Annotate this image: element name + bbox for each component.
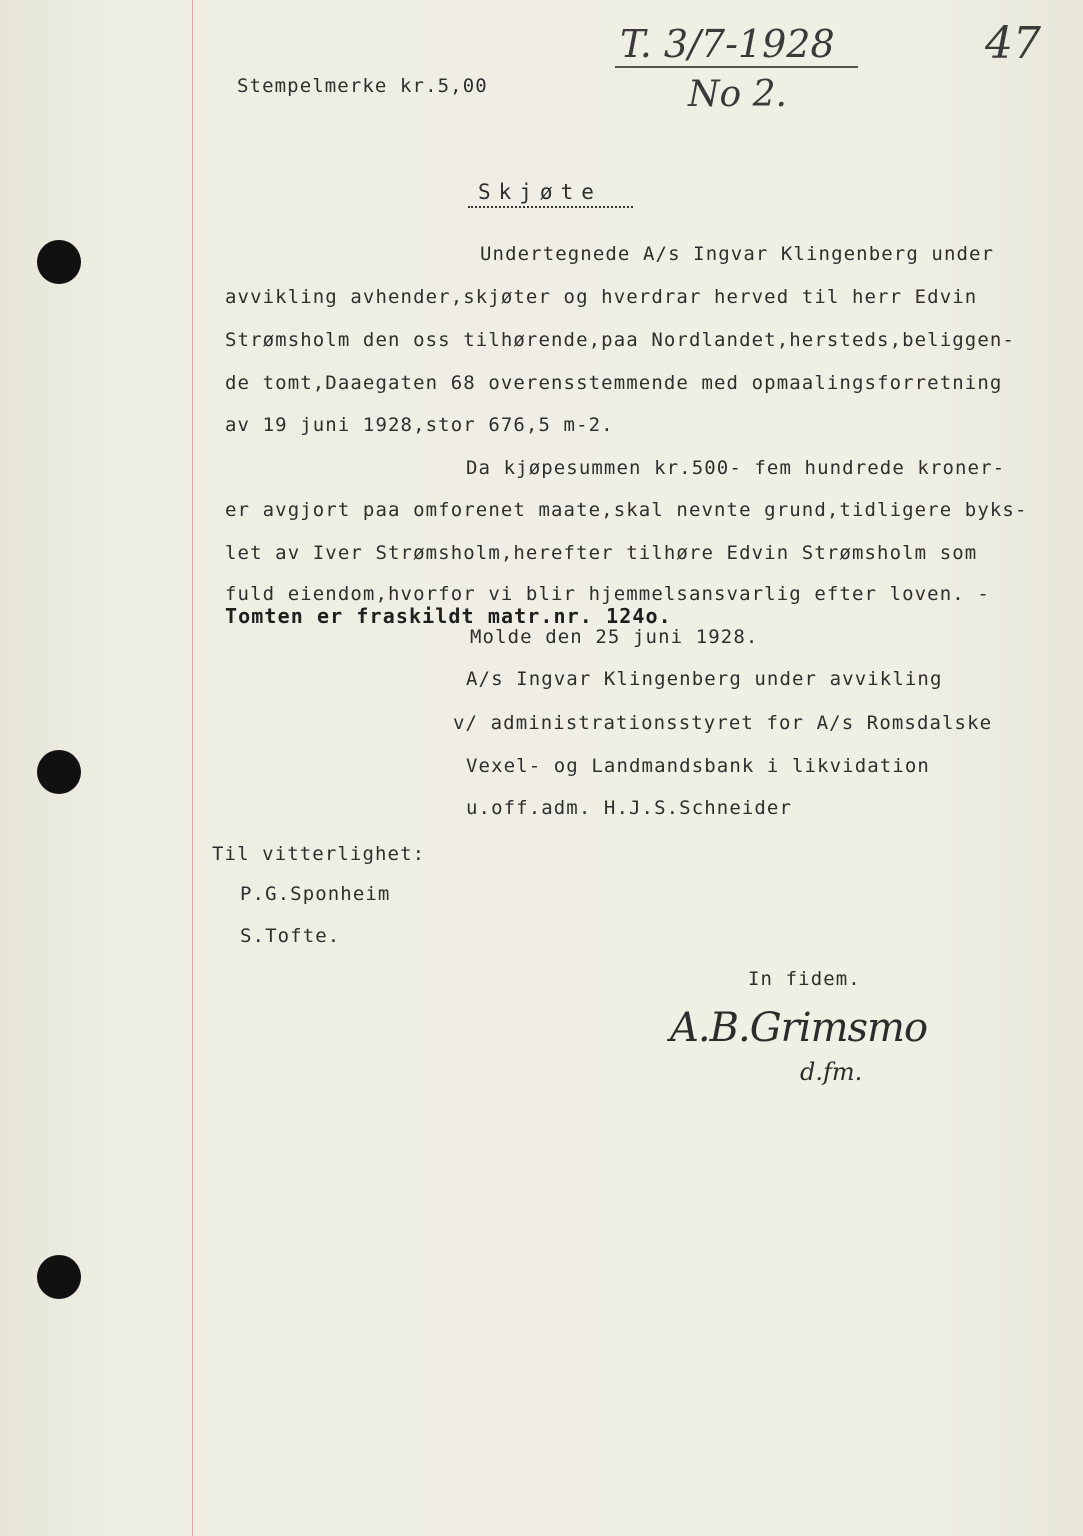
signature-title: d.fm. [800, 1058, 863, 1086]
margin-line [192, 0, 193, 1536]
body-line: de tomt,Daaegaten 68 overensstemmende med opmaalingsforretning [225, 372, 1003, 394]
page-number: 47 [985, 18, 1041, 69]
title-underline [468, 204, 633, 208]
body-line: fuld eiendom,hvorfor vi blir hjemmelsansvarlig efter loven. - [225, 583, 990, 605]
body-line: let av Iver Strømsholm,herefter tilhøre Edvin Strømsholm som [225, 542, 978, 564]
body-line: Strømsholm den oss tilhørende,paa Nordlandet,hersteds,beliggen- [225, 329, 1015, 351]
punch-hole [37, 750, 81, 794]
date-underline [615, 66, 858, 68]
place-date: Molde den 25 juni 1928. [470, 626, 759, 648]
date-note: T. 3/7-1928 [620, 22, 835, 66]
witness-name: P.G.Sponheim [240, 883, 391, 905]
record-number: No 2. [688, 74, 787, 115]
administrator-line: v/ administrationsstyret for A/s Romsdalske [453, 712, 993, 734]
body-line: av 19 juni 1928,stor 676,5 m-2. [225, 414, 614, 436]
witness-name: S.Tofte. [240, 925, 341, 947]
body-line: avvikling avhender,skjøter og hverdrar herved til herr Edvin [225, 286, 978, 308]
punch-hole [37, 1255, 81, 1299]
handwritten-signature: A.B.Grimsmo [670, 1005, 928, 1051]
company-name: A/s Ingvar Klingenberg under avvikling [466, 668, 943, 690]
in-fidem-label: In fidem. [748, 968, 861, 990]
signer-line: u.off.adm. H.J.S.Schneider [466, 797, 793, 819]
annotation-line: Tomten er fraskildt matr.nr. 124o. [225, 604, 672, 628]
punch-hole [37, 240, 81, 284]
body-line: er avgjort paa omforenet maate,skal nevnte grund,tidligere byks- [225, 499, 1028, 521]
bank-line: Vexel- og Landmandsbank i likvidation [466, 755, 930, 777]
stamp-note: Stempelmerke kr.5,00 [237, 75, 488, 97]
body-line: Undertegnede A/s Ingvar Klingenberg under [480, 243, 995, 265]
body-line: Da kjøpesummen kr.500- fem hundrede kroner- [466, 457, 1006, 479]
witness-label: Til vitterlighet: [212, 843, 426, 865]
document-title: Skjøte [478, 180, 602, 204]
